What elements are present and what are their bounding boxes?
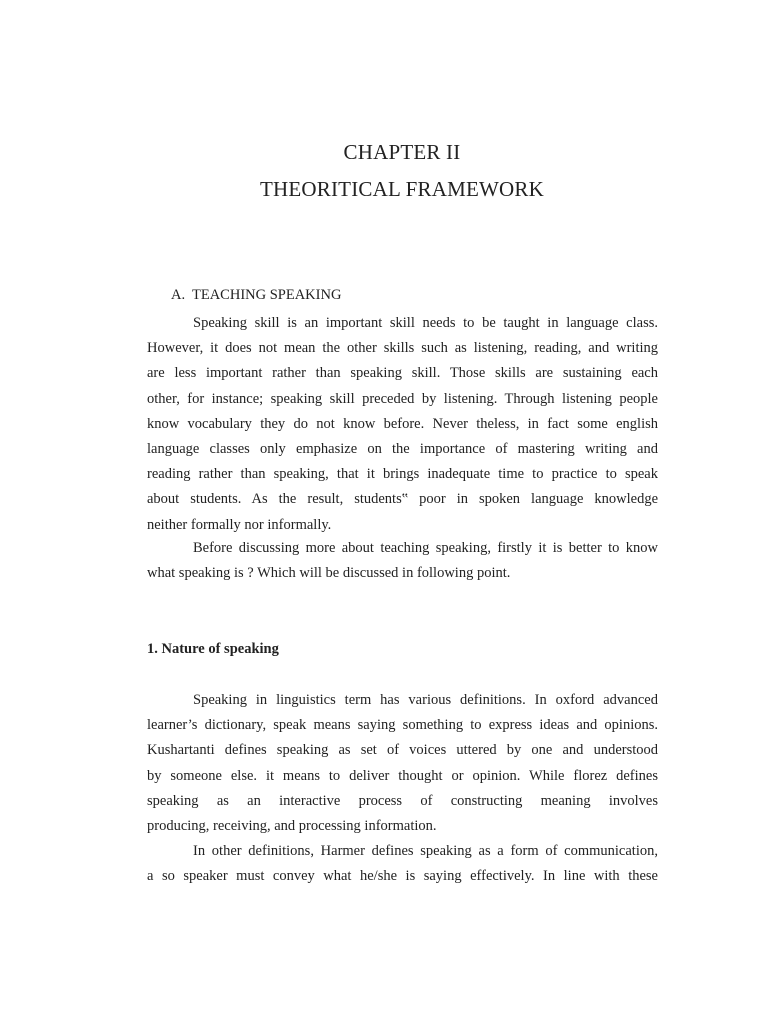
chapter-number: CHAPTER II (343, 140, 461, 164)
text-line: language classes only emphasize on the importance of mastering writing and (147, 440, 658, 457)
text-line: are less important rather than speaking skill. Those skills are sustaining each (147, 365, 658, 382)
text-line: In other definitions, Harmer defines speaking as a form of communication, (193, 843, 658, 860)
text-line: what speaking is ? Which will be discussed in following point. (147, 565, 511, 582)
text-line: Kushartanti defines speaking as set of voices uttered by one and understood (147, 742, 658, 759)
text-line: other, for instance; speaking skill preceded by listening. Through listening people (147, 390, 658, 407)
section-heading-text: TEACHING SPEAKING (192, 287, 342, 303)
text-line: neither formally nor informally. (147, 516, 332, 533)
text-line: about students. As the result, students‟ poor in spoken language knowledge (147, 491, 658, 508)
text-line: by someone else. it means to deliver thought or opinion. While florez defines (147, 767, 658, 784)
section-heading (171, 287, 341, 304)
text-line: speaking as an interactive process of constructing meaning involves (147, 792, 658, 809)
text-line: know vocabulary they do not know before. Never theless, in fact some english (147, 415, 658, 432)
section-a-paragraph-1 (147, 311, 658, 538)
text-line: a so speaker must convey what he/she is saying effectively. In line with these (147, 868, 658, 885)
text-line: Speaking in linguistics term has various definitions. In oxford advanced (193, 692, 658, 708)
chapter-title: THEORITICAL FRAMEWORK (260, 177, 544, 201)
text-line: learner’s dictionary, speak means saying something to express ideas and opinions. (147, 717, 658, 734)
subsection-1-body (147, 688, 658, 890)
text-line: Before discussing more about teaching speaking, firstly it is better to know (193, 540, 658, 556)
text-line: reading rather than speaking, that it brings inadequate time to practice to speak (147, 466, 658, 483)
text-line: Speaking skill is an important skill needs to be taught in language class. (193, 315, 658, 331)
section-marker: A. (171, 287, 186, 303)
subsection-heading: 1. Nature of speaking (147, 641, 279, 657)
section-a-paragraph-2 (147, 536, 658, 586)
text-line: However, it does not mean the other skills such as listening, reading, and writing (147, 340, 658, 357)
text-line: producing, receiving, and processing information. (147, 817, 437, 834)
